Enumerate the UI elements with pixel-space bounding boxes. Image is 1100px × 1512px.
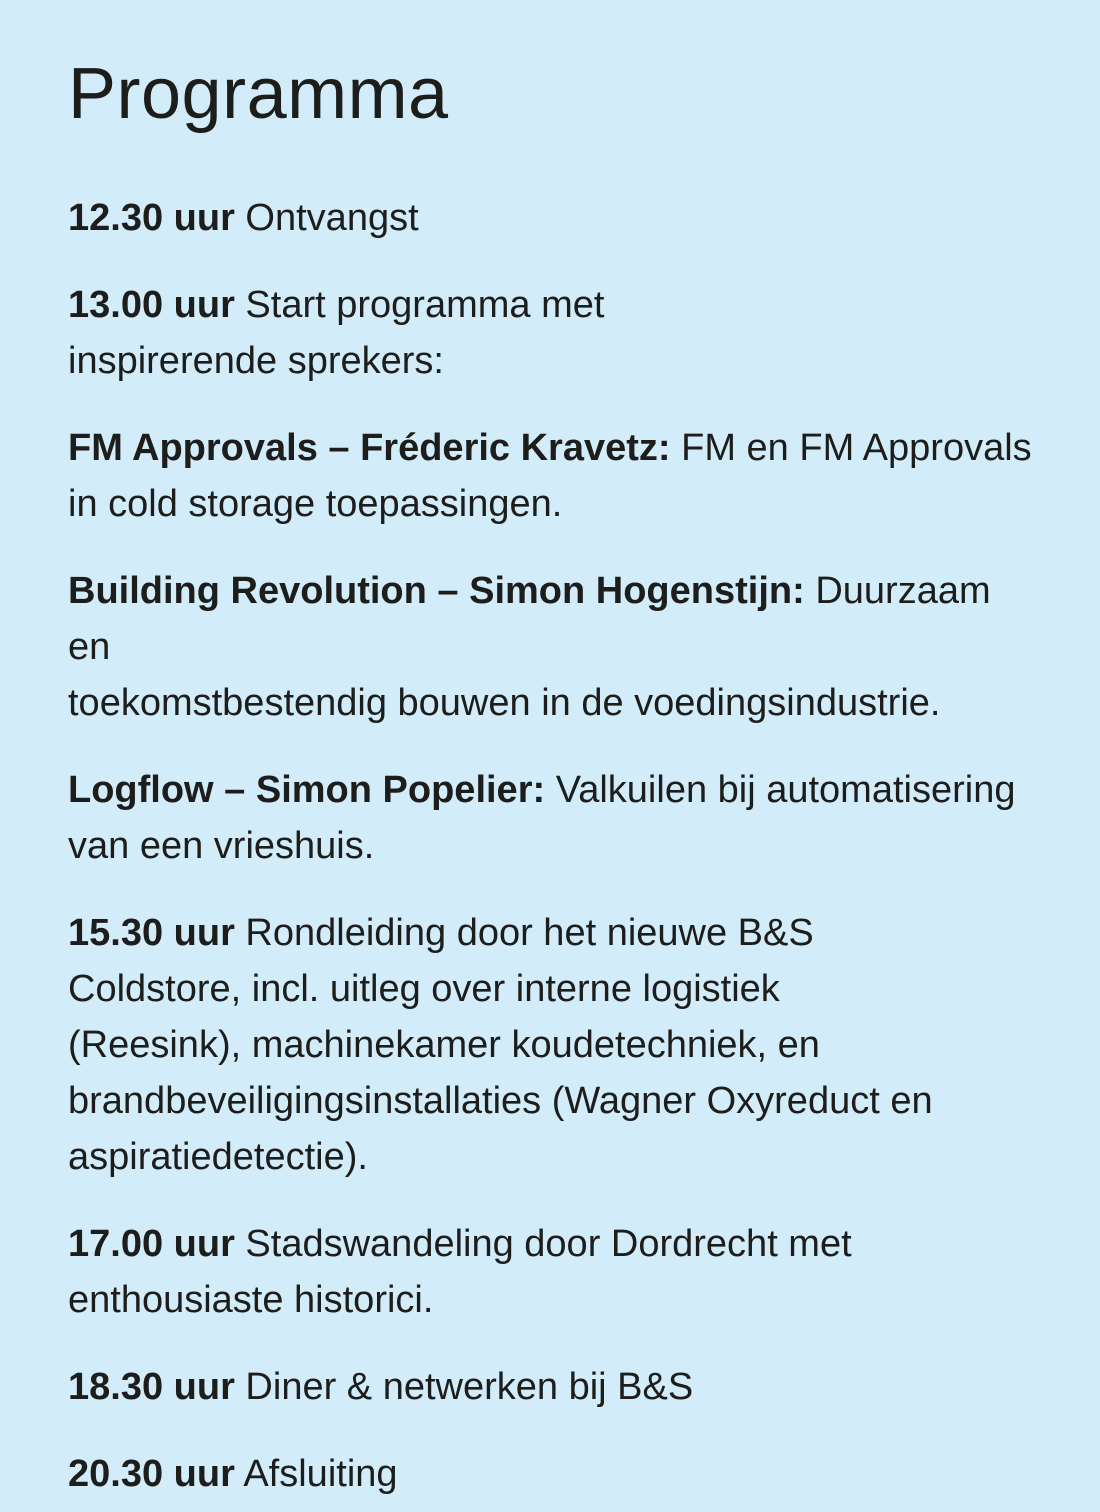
- page-title: Programma: [68, 54, 449, 134]
- program-item-stadswandeling: [68, 1216, 1032, 1328]
- item-time: 20.30 uur: [68, 1453, 235, 1495]
- program-item-speaker-logflow: [68, 762, 1032, 874]
- program-item-rondleiding: [68, 905, 1032, 1185]
- program-item-speaker-building-revolution: [68, 563, 1032, 731]
- program-item-start: [68, 277, 1032, 389]
- item-text: Start programma met: [234, 284, 605, 326]
- item-text-line2: in cold storage toepassingen.: [68, 483, 563, 525]
- item-text: FM en FM Approvals: [670, 427, 1032, 469]
- item-text-line2: toekomstbestendig bouwen in de voedingsindustrie.: [68, 682, 941, 724]
- item-text: Duurzaam en: [68, 570, 991, 668]
- item-text: Rondleiding door het nieuwe B&S: [234, 912, 814, 954]
- speaker-name: Building Revolution – Simon Hogenstijn:: [68, 570, 805, 612]
- item-text-line2: enthousiaste historici.: [68, 1279, 434, 1321]
- item-time: 18.30 uur: [68, 1366, 235, 1408]
- program-item-speaker-fm-approvals: [68, 420, 1032, 532]
- item-text-line2: inspirerende sprekers:: [68, 340, 444, 382]
- item-text-line5: aspiratiedetectie).: [68, 1136, 368, 1178]
- item-text-line3: (Reesink), machinekamer koudetechniek, en: [68, 1024, 820, 1066]
- item-time: 15.30 uur: [68, 912, 235, 954]
- item-text-line4: brandbeveiligingsinstallaties (Wagner Oxyreduct en: [68, 1080, 933, 1122]
- item-time: 13.00 uur: [68, 284, 235, 326]
- item-text: Ontvangst: [234, 197, 419, 239]
- speaker-name: Logflow – Simon Popelier:: [68, 769, 546, 811]
- item-text-line2: van een vrieshuis.: [68, 825, 375, 867]
- item-text: Diner & netwerken bij B&S: [234, 1366, 694, 1408]
- program-item-afsluiting: [68, 1446, 1032, 1502]
- item-text-line2: Coldstore, incl. uitleg over interne logistiek: [68, 968, 780, 1010]
- program-item-diner: [68, 1359, 1032, 1415]
- program-item-ontvangst: [68, 190, 1032, 246]
- item-text: Afsluiting: [234, 1453, 398, 1495]
- item-time: 12.30 uur: [68, 197, 235, 239]
- item-text: Stadswandeling door Dordrecht met: [234, 1223, 852, 1265]
- speaker-name: FM Approvals – Fréderic Kravetz:: [68, 427, 671, 469]
- item-time: 17.00 uur: [68, 1223, 235, 1265]
- item-text: Valkuilen bij automatisering: [545, 769, 1016, 811]
